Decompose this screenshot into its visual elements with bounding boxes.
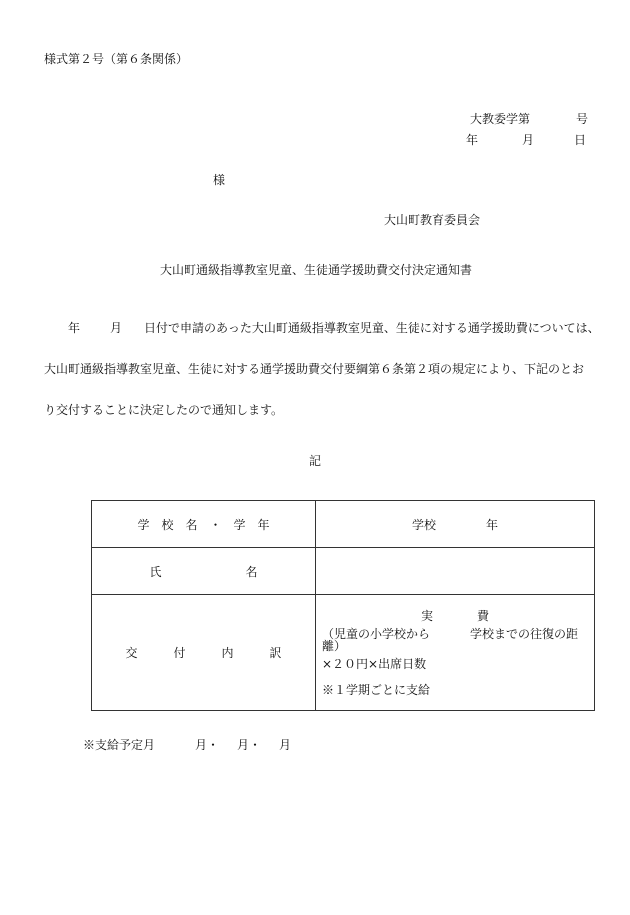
school-grade-value	[316, 501, 595, 548]
body-text: 日付で申請のあった大山町通級指導教室児童、生徒に対する通学援助費については、	[144, 321, 600, 335]
payment-month-1: 月・	[195, 738, 220, 752]
date-year: 年	[465, 133, 478, 147]
school-value: 学校	[411, 517, 436, 532]
grant-breakdown-value	[316, 595, 595, 711]
date-month: 月	[521, 133, 534, 147]
payment-label: ※支給予定月	[83, 738, 156, 752]
name-label: 氏 名	[92, 548, 316, 595]
table-row	[92, 595, 595, 711]
actual-cost-heading-a: 実	[420, 608, 433, 623]
reference-suffix: 号	[575, 112, 588, 126]
distance-formula-b: 学校までの往復の距離）	[322, 626, 579, 653]
actual-cost-heading	[322, 610, 588, 622]
body-text-line: 大山町通級指導教室児童、生徒に対する通学援助費交付要綱第６条第２項の規定により、下記のとお	[44, 362, 585, 376]
payment-note: ※１学期ごとに支給	[322, 682, 431, 697]
sender: 大山町教育委員会	[384, 213, 481, 227]
detail-table	[91, 500, 595, 711]
table-row	[92, 548, 595, 595]
form-number: 様式第２号（第６条関係）	[44, 52, 189, 66]
issue-date	[466, 134, 586, 146]
body-text-line: り交付することに決定したので通知します。	[44, 403, 284, 417]
addressee: 様	[213, 173, 226, 187]
grade-value: 年	[486, 517, 499, 532]
ki-marker: 記	[309, 454, 322, 468]
distance-formula-a: （児童の小学校から	[322, 626, 431, 641]
body-text-line	[44, 322, 600, 334]
payment-month-3: 月	[279, 738, 292, 752]
payment-month-2: 月・	[237, 738, 262, 752]
document-title: 大山町通級指導教室児童、生徒通学援助費交付決定通知書	[160, 263, 473, 277]
payment-schedule	[83, 739, 291, 751]
body-year: 年	[68, 321, 81, 335]
school-grade-label: 学 校 名 ・ 学 年	[92, 501, 316, 548]
rate-formula: ×２０円×出席日数	[322, 656, 427, 671]
name-value	[316, 548, 595, 595]
table-row	[92, 501, 595, 548]
body-month: 月	[110, 321, 123, 335]
reference-prefix: 大教委学第	[469, 112, 530, 126]
grant-breakdown-label: 交 付 内 訳	[92, 595, 316, 711]
date-day: 日	[573, 133, 586, 147]
actual-cost-heading-b: 費	[477, 608, 490, 623]
reference-number	[470, 113, 588, 125]
distance-formula	[322, 628, 588, 652]
